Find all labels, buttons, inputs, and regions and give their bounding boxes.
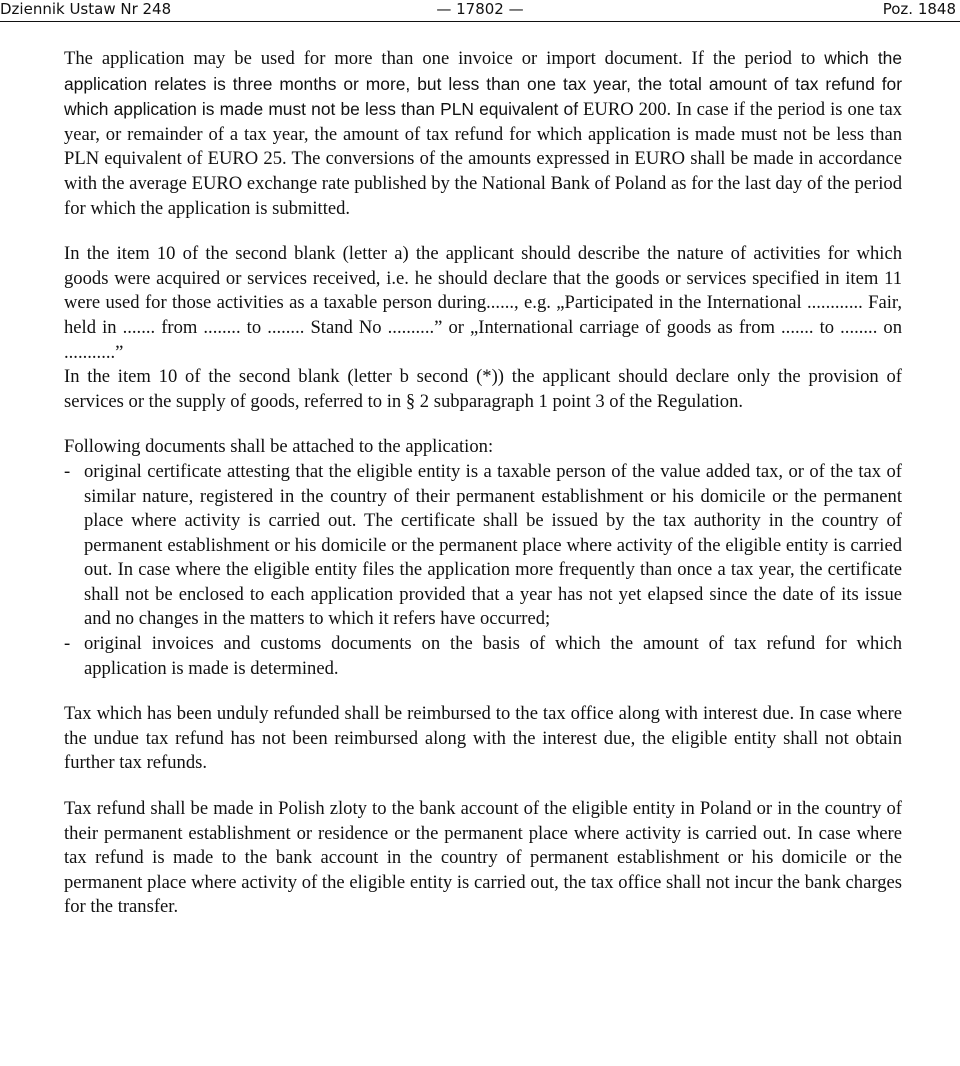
paragraph-line: The application may be used for more than one invoice or import document. If the period to	[64, 48, 816, 69]
spacer	[64, 776, 902, 797]
paragraph-application-scope	[64, 46, 902, 221]
journal-title: Dziennik Ustaw Nr 248	[0, 0, 172, 18]
list-item	[64, 460, 902, 632]
paragraph-item-10-a: In the item 10 of the second blank (letter a) the applicant should describe the nature of activities for which goods were acquired or services received, i.e. he should declare that the goods or services specified in item 11 were used for those activities as a taxable person during......, e.g. „Participated in the International ............ Fair, held in ....... from ........ to ........ Stand No ..........” or „International carriage of goods as from ....... to ........ on ...........”	[64, 243, 902, 363]
paragraph-item-10-b: In the item 10 of the second blank (letter b second (*)) the applicant should declare only the provision of services or the supply of goods, referred to in § 2 subparagraph 1 point 3 of the Regulation.	[64, 366, 902, 412]
page-number: — 17802 —	[436, 0, 524, 18]
bullet-dash: -	[64, 633, 71, 655]
position-number: Poz. 1848	[882, 0, 956, 18]
paragraph-refund-payment: Tax refund shall be made in Polish zloty to the bank account of the eligible entity in Poland or in the country of their permanent establishment or residence or the permanent place where activity is carried out. In case where tax refund is made to the bank account in the country of permanent establishment or his domicile or the permanent place where activity of the eligible entity is carried out, the tax office shall not incur the bank charges for the transfer.	[64, 798, 902, 918]
spacer	[64, 221, 902, 242]
paragraph-undue-refund: Tax which has been unduly refunded shall be reimbursed to the tax office along with interest due. In case where the undue tax refund has not been reimbursed along with the interest due, the eligible entity shall not obtain further tax refunds.	[64, 703, 902, 774]
list-item-text: original certificate attesting that the eligible entity is a taxable person of the value added tax, or of the tax of similar nature, registered in the country of their permanent establishment or his domicile or the permanent place where activity is carried out. The certificate shall be issued by the tax authority in the country of permanent establishment or his domicile or the permanent place where activity of the eligible entity is carried out. In case where the eligible entity files the application more frequently than once a tax year, the certificate shall not be enclosed to each application provided that a year has not yet elapsed since the date of its issue and no changes in the matters to which it refers have occurred;	[84, 460, 902, 630]
document-body	[64, 46, 902, 920]
paragraph-text: EURO 200. In case if the period is one tax year, or remainder of a tax year, the amount of tax refund for which application is made must not be less than PLN equivalent of EURO 25. The conversions of the amounts expressed in EURO shall be made in accordance with the average EURO exchange rate published by the National Bank of Poland as for the last day of the period for which the application is submitted.	[64, 99, 903, 219]
list-item-text: original invoices and customs documents on the basis of which the amount of tax refund for which application is made is determined.	[84, 633, 902, 679]
header-divider	[0, 21, 960, 22]
bullet-dash: -	[64, 460, 71, 482]
paragraph-sans-text: which the application relates is three months or more, but less than one tax year, the total amount of tax refund for which application is made must not be less than PLN equivalent of	[64, 48, 902, 120]
spacer	[64, 414, 902, 435]
spacer	[64, 681, 902, 702]
attachments-intro: Following documents shall be attached to the application:	[64, 436, 494, 458]
page-header	[0, 0, 960, 22]
attachments-list	[64, 460, 902, 681]
list-item	[64, 632, 902, 681]
